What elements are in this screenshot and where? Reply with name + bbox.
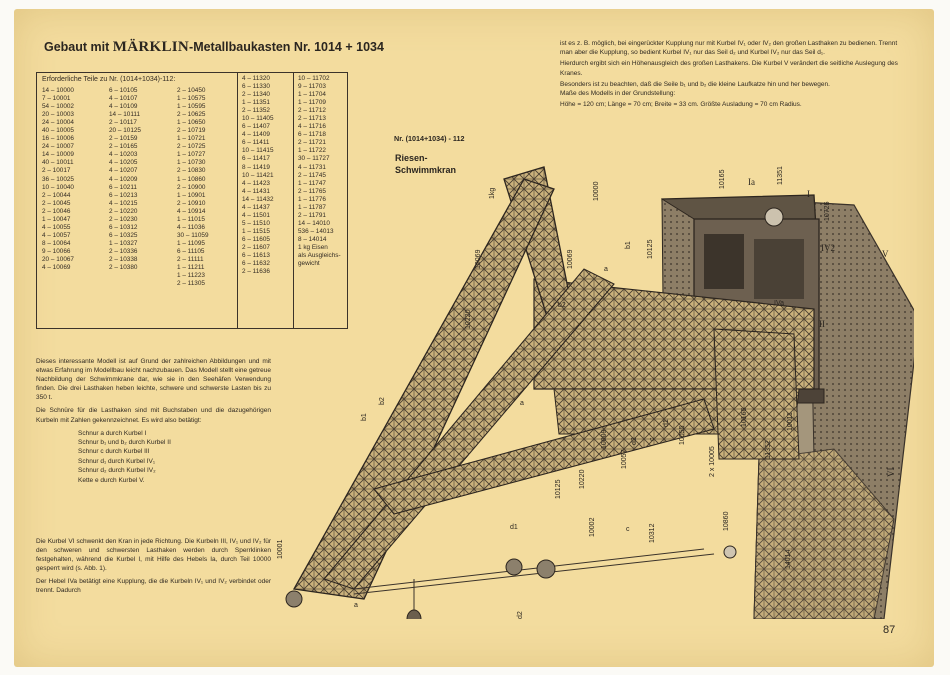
parts-entry: 2 – 11721 xyxy=(298,139,326,147)
parts-entry: 2 – 10725 xyxy=(177,143,206,151)
part-label: 10125 xyxy=(647,239,654,259)
parts-entry: 10 – 10040 xyxy=(42,183,74,191)
parts-column xyxy=(109,87,141,272)
right-paragraph: Besonders ist zu beachten, daß die Seile b₁ und b₂ die kleine Laufkatze hin und her bewegen. xyxy=(560,80,830,88)
parts-entry: 2 – 11607 xyxy=(242,243,270,251)
part-label: VI xyxy=(886,467,896,477)
parts-entry: 6 – 10325 xyxy=(109,231,138,239)
parts-entry: 16 – 10006 xyxy=(42,135,74,143)
part-label: 10000 xyxy=(593,181,600,201)
parts-entry: 4 – 11423 xyxy=(242,179,270,187)
parts-entry: 20 – 10067 xyxy=(42,255,74,263)
part-label: IV2 xyxy=(821,243,835,253)
parts-entry: 4 – 11731 xyxy=(298,163,326,171)
left-description xyxy=(36,357,271,489)
parts-entry: 7 – 10001 xyxy=(42,95,71,103)
page-heading xyxy=(44,39,384,56)
part-label: b2 xyxy=(379,397,386,405)
parts-entry: 1 kg Eisen xyxy=(298,243,328,251)
parts-entry: 1 – 11787 xyxy=(298,203,326,211)
parts-entry: 1 – 10575 xyxy=(177,95,206,103)
model-name-line: Riesen- xyxy=(395,153,428,163)
part-label: 11352 xyxy=(765,440,772,459)
crank-paragraph: Die Kurbel VI schwenkt den Kran in jede Richtung. Die Kurbeln III, IV₁ und IV₂ für den schweren und schwersten Lasthaken werden durch Sperrklinken festgehalten, während die Kurbel I, mit Hilfe des Hebels Ia, durch Teil 10000 gesperrt wird (s. Abb. 1). xyxy=(36,538,271,573)
right-paragraph: Hierdurch ergibt sich ein Höhenausgleich des großen Lasthakens. Die Kurbel V verändert die seitliche Auslegung des Kranes. xyxy=(560,60,898,77)
part-label: IVa xyxy=(774,300,784,307)
parts-entry: 36 – 10025 xyxy=(42,175,74,183)
part-label: 1kg xyxy=(489,187,496,199)
parts-entry: 10 – 11421 xyxy=(242,171,274,179)
part-label: 11351 xyxy=(777,166,784,185)
parts-entry: 20 – 10003 xyxy=(42,111,74,119)
parts-entry: 24 – 10007 xyxy=(42,143,74,151)
parts-entry: 54 – 10002 xyxy=(42,103,74,111)
part-label: 10725 xyxy=(824,201,831,221)
parts-entry: 2 – 10900 xyxy=(177,183,206,191)
part-label: 10069 xyxy=(475,249,482,269)
parts-entry: 10 – 11702 xyxy=(298,75,330,82)
parts-entry: 4 – 11437 xyxy=(242,203,270,211)
parts-entry: 1 – 11515 xyxy=(242,227,270,235)
parts-entry: 2 – 10719 xyxy=(177,127,206,135)
parts-entry: 1 – 10721 xyxy=(177,135,206,143)
parts-entry: 20 – 10125 xyxy=(109,127,141,135)
parts-entry: 1 – 11211 xyxy=(177,264,205,272)
parts-entry: 14 – 11432 xyxy=(242,195,274,203)
parts-entry: 4 – 10109 xyxy=(109,103,138,111)
parts-entry: 2 – 10625 xyxy=(177,111,206,119)
list-item: Schnur d₂ durch Kurbel IV₂ xyxy=(78,467,156,475)
parts-entry: 10 – 11405 xyxy=(242,115,274,123)
parts-entry: 4 – 11320 xyxy=(242,75,270,82)
heading-prefix: Gebaut mit xyxy=(44,40,113,54)
parts-entry: 2 – 11352 xyxy=(242,107,270,115)
parts-entry: 2 – 11340 xyxy=(242,91,270,99)
parts-entry: 2 – 10338 xyxy=(109,255,138,263)
part-label: a xyxy=(354,602,358,609)
parts-entry: 9 – 11703 xyxy=(298,83,326,91)
parts-entry: gewicht xyxy=(298,260,320,268)
part-label: c xyxy=(649,437,656,441)
parts-entry: 2 – 10117 xyxy=(109,119,137,127)
part-label: a xyxy=(520,400,524,407)
parts-entry: 8 – 11419 xyxy=(242,163,270,171)
parts-entry: 6 – 11632 xyxy=(242,260,270,268)
parts-table-header: Erforderliche Teile zu Nr. (1014+1034)-112: xyxy=(42,76,176,83)
cords-paragraph: Die Schnüre für die Lasthaken sind mit Buchstaben und die dazugehörigen Kurbeln mit Zahlen gekennzeichnet. Es wird also betätigt: xyxy=(36,407,271,424)
parts-entry: 2 – 10045 xyxy=(42,199,71,207)
parts-entry: 4 – 10215 xyxy=(109,199,138,207)
part-label: 10057 xyxy=(621,449,628,469)
parts-entry: 30 – 11059 xyxy=(177,231,209,239)
part-label: a xyxy=(604,266,608,273)
right-description xyxy=(560,39,910,109)
parts-entry: 2 – 10159 xyxy=(109,135,138,143)
parts-entry: 4 – 11716 xyxy=(298,123,326,131)
catalog-page xyxy=(14,9,934,667)
parts-entry: 2 – 10017 xyxy=(42,167,71,175)
parts-column xyxy=(177,87,209,288)
heading-suffix: -Metallbaukasten Nr. 1014 + 1034 xyxy=(189,40,384,54)
parts-entry: 4 – 10914 xyxy=(177,207,206,215)
part-label: d2 xyxy=(517,611,524,619)
parts-entry: 9 – 10066 xyxy=(42,247,71,255)
part-label: 10312 xyxy=(649,523,656,543)
parts-entry: 2 – 11111 xyxy=(177,255,204,263)
parts-entry: 4 – 10207 xyxy=(109,167,138,175)
parts-entry: 2 – 11636 xyxy=(242,268,270,276)
part-label: b1 xyxy=(625,241,632,249)
list-item: Schnur b₁ und b₂ durch Kurbel II xyxy=(78,439,171,447)
parts-entry: 14 – 14010 xyxy=(298,219,330,227)
parts-entry: 2 – 11745 xyxy=(298,171,326,179)
parts-entry: 6 – 11407 xyxy=(242,123,270,131)
part-label: d1 xyxy=(663,419,670,427)
part-label: b1 xyxy=(361,413,368,421)
part-label: d2 xyxy=(631,437,638,445)
parts-entry: 2 – 10910 xyxy=(177,199,206,207)
part-label: 10165 xyxy=(719,169,726,189)
parts-entry: 6 – 11411 xyxy=(242,139,270,147)
brand-name: MÄRKLIN xyxy=(112,39,190,55)
parts-entry: 6 – 11605 xyxy=(242,235,270,243)
part-label: 10220 xyxy=(465,309,472,329)
parts-entry: 2 – 11765 xyxy=(298,187,326,195)
parts-entry: 2 – 10830 xyxy=(177,167,206,175)
parts-column xyxy=(42,87,74,272)
parts-entry: 1 – 11776 xyxy=(298,195,326,203)
list-item: Schnur d₁ durch Kurbel IV₁ xyxy=(78,457,156,465)
parts-entry: 8 – 14014 xyxy=(298,235,327,243)
part-label: V xyxy=(882,249,889,259)
parts-entry: 4 – 11409 xyxy=(242,131,270,139)
parts-entry: 1 – 11223 xyxy=(177,272,205,280)
part-label: 10069 xyxy=(567,249,574,269)
parts-entry: 2 – 11713 xyxy=(298,115,326,123)
parts-entry: 1 – 10901 xyxy=(177,191,206,199)
parts-entry: 4 – 11501 xyxy=(242,211,270,219)
parts-entry: 1 – 10727 xyxy=(177,151,206,159)
parts-entry: 2 – 11791 xyxy=(298,211,326,219)
part-label: Ia xyxy=(748,177,755,187)
part-label: 10165 xyxy=(741,407,748,427)
parts-entry: 2 – 10220 xyxy=(109,207,138,215)
parts-entry: 30 – 11727 xyxy=(298,155,330,163)
left-description-2 xyxy=(36,537,271,596)
parts-entry: 4 – 10205 xyxy=(109,159,138,167)
crane-illustration xyxy=(254,159,914,619)
parts-entry: 8 – 10064 xyxy=(42,239,71,247)
parts-entry: 6 – 11417 xyxy=(242,155,270,163)
parts-entry: 2 – 10230 xyxy=(109,215,138,223)
right-paragraph: Höhe = 120 cm; Länge = 70 cm; Breite = 33 cm. Größte Ausladung = 70 cm Radius. xyxy=(560,101,802,109)
parts-entry: 4 – 10057 xyxy=(42,231,71,239)
model-name-line: Schwimmkran xyxy=(395,165,457,175)
parts-entry: 1 – 11095 xyxy=(177,239,205,247)
parts-entry: 24 – 10004 xyxy=(42,119,74,127)
parts-entry: 40 – 10005 xyxy=(42,127,74,135)
parts-entry: 1 – 10650 xyxy=(177,119,206,127)
parts-entry: 6 – 10312 xyxy=(109,223,138,231)
part-label: 2 x 10005 xyxy=(709,446,716,477)
list-item: Schnur c durch Kurbel III xyxy=(78,448,150,456)
parts-entry: 2 – 11305 xyxy=(177,280,205,288)
parts-entry: 1 – 11351 xyxy=(242,99,270,107)
part-label: d1 xyxy=(510,524,518,531)
parts-entry: 6 – 11105 xyxy=(177,247,205,255)
parts-entry: 2 – 10336 xyxy=(109,247,138,255)
parts-entry: 4 – 10107 xyxy=(109,95,138,103)
part-label: II xyxy=(819,319,825,329)
part-label: 10055 xyxy=(679,425,686,445)
parts-entry: 2 – 10450 xyxy=(177,87,206,94)
parts-entry: 6 – 11718 xyxy=(298,131,326,139)
part-label: 14014 xyxy=(785,549,792,569)
table-divider xyxy=(237,73,238,328)
parts-entry: 1 – 10730 xyxy=(177,159,206,167)
part-label: 10125 xyxy=(555,479,562,499)
page-number: 87 xyxy=(883,624,896,636)
part-label: 10001 xyxy=(277,539,284,559)
parts-entry: 1 – 11747 xyxy=(298,179,326,187)
list-item: Schnur a durch Kurbel I xyxy=(78,429,147,437)
parts-entry: als Ausgleichs- xyxy=(298,252,341,260)
list-item: Kette e durch Kurbel V. xyxy=(78,476,145,484)
parts-entry: 1 – 11722 xyxy=(298,147,326,155)
right-paragraph: ist es z. B. möglich, bei eingerückter Kupplung nur mit Kurbel IV₁ oder IV₂ den großen Lasthaken zu bedienen. Trennt man aber die Kupplung, so bedient Kurbel IV₁ nur das Seil d₂ und Kurbel IV₂ nur das Seil d₁. xyxy=(560,40,898,57)
parts-entry: 1 – 10047 xyxy=(42,215,71,223)
part-label: 10220 xyxy=(579,469,586,489)
part-label: 10002 xyxy=(589,517,596,537)
parts-entry: 6 – 10211 xyxy=(109,183,137,191)
parts-entry: 2 – 10046 xyxy=(42,207,71,215)
part-label: I xyxy=(807,189,810,199)
parts-entry: 4 – 11036 xyxy=(177,223,205,231)
lever-paragraph: Der Hebel IVa betätigt eine Kupplung, die die Kurbeln IV₁ und IV₂ verbindet oder trennt. Dadurch xyxy=(36,578,271,595)
parts-entry: 6 – 11613 xyxy=(242,252,270,260)
part-label: 10011 xyxy=(787,412,794,431)
parts-entry: 1 – 10860 xyxy=(177,175,206,183)
right-paragraph: Maße des Modells in der Grundstellung: xyxy=(560,90,676,98)
parts-entry: 1 – 10327 xyxy=(109,239,138,247)
parts-entry: 1 – 10595 xyxy=(177,103,206,111)
part-label: c xyxy=(626,526,630,533)
parts-entry: 14 – 10000 xyxy=(42,87,74,94)
model-number: Nr. (1014+1034) - 112 xyxy=(394,134,465,143)
parts-entry: 6 – 10213 xyxy=(109,191,138,199)
parts-entry: 4 – 10055 xyxy=(42,223,71,231)
parts-entry: 1 – 11709 xyxy=(298,99,326,107)
parts-entry: 6 – 11330 xyxy=(242,83,270,91)
parts-entry: 14 – 10111 xyxy=(109,111,141,119)
parts-entry: 2 – 10044 xyxy=(42,191,71,199)
parts-entry: 40 – 10011 xyxy=(42,159,74,167)
parts-entry: 2 – 10165 xyxy=(109,143,138,151)
part-label: 10009 xyxy=(601,429,608,449)
parts-entry: 1 – 11704 xyxy=(298,91,326,99)
parts-entry: 14 – 10009 xyxy=(42,151,74,159)
parts-entry: 1 – 11015 xyxy=(177,215,205,223)
parts-entry: 536 – 14013 xyxy=(298,227,334,235)
cord-crank-list xyxy=(36,429,271,485)
parts-entry: 2 – 10380 xyxy=(109,264,138,272)
parts-entry: 6 – 10105 xyxy=(109,87,138,94)
part-label: b2 xyxy=(558,302,566,309)
parts-entry: 2 – 11712 xyxy=(298,107,326,115)
parts-entry: 5 – 11510 xyxy=(242,219,270,227)
parts-entry: 10 – 11415 xyxy=(242,147,274,155)
part-label: 10860 xyxy=(723,511,730,531)
parts-entry: 4 – 10209 xyxy=(109,175,138,183)
parts-entry: 4 – 10203 xyxy=(109,151,138,159)
parts-entry: 4 – 10069 xyxy=(42,264,71,272)
parts-entry: 4 – 11431 xyxy=(242,187,270,195)
intro-paragraph: Dieses interessante Modell ist auf Grund der zahlreichen Abbildungen und mit etwas Erfahrung im Modellbau leicht nachzubauen. Das Modell stellt eine getreue Nachbildung der Schwimmkrane dar, wie sie in den Seehäfen Verwendung finden. Die drei Lasthaken heben leichte, schwere und schwerste Lasten bis zu 350 t. xyxy=(36,358,271,402)
